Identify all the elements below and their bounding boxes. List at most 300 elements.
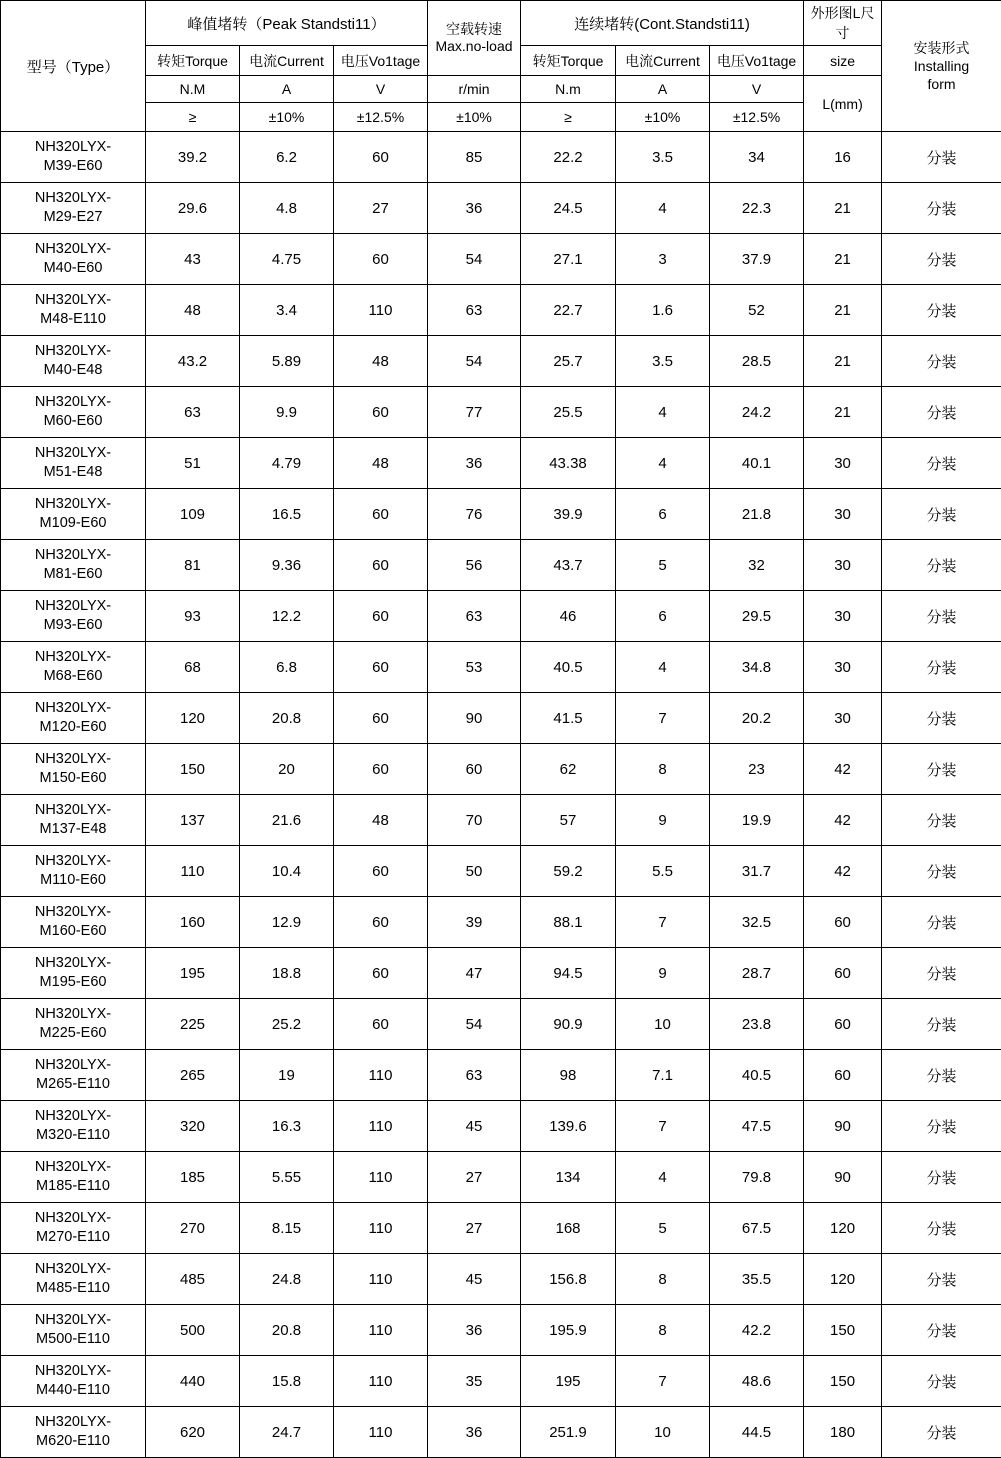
model-prefix: NH320LYX- <box>2 1413 144 1432</box>
cell-installing-form: 分装 <box>882 744 1001 795</box>
cell-max-no-load: 27 <box>428 1203 521 1254</box>
cell-installing-form: 分装 <box>882 183 1001 234</box>
cell-cont-torque: 195 <box>521 1356 616 1407</box>
cell-cont-voltage: 20.2 <box>710 693 804 744</box>
cell-peak-voltage: 110 <box>334 1152 428 1203</box>
model-prefix: NH320LYX- <box>2 1056 144 1075</box>
cell-cont-current: 6 <box>616 489 710 540</box>
cell-max-no-load: 56 <box>428 540 521 591</box>
cell-peak-current: 18.8 <box>240 948 334 999</box>
table-row <box>1 948 1001 999</box>
tolerance-peak-current: ±10% <box>240 103 334 132</box>
unit-no-load: r/min <box>428 76 521 103</box>
cell-cont-voltage: 24.2 <box>710 387 804 438</box>
cell-size-length: 180 <box>804 1407 882 1458</box>
cell-cont-voltage: 52 <box>710 285 804 336</box>
model-suffix: M137-E48 <box>2 820 144 839</box>
cell-cont-voltage: 40.5 <box>710 1050 804 1101</box>
cell-cont-torque: 251.9 <box>521 1407 616 1458</box>
cell-cont-torque: 22.2 <box>521 132 616 183</box>
cell-cont-voltage: 32.5 <box>710 897 804 948</box>
cell-size-length: 120 <box>804 1203 882 1254</box>
model-suffix: M195-E60 <box>2 973 144 992</box>
cell-model-type <box>1 999 146 1050</box>
model-prefix: NH320LYX- <box>2 1158 144 1177</box>
model-suffix: M51-E48 <box>2 463 144 482</box>
cell-size-length: 42 <box>804 846 882 897</box>
cell-cont-voltage: 19.9 <box>710 795 804 846</box>
model-suffix: M440-E110 <box>2 1381 144 1400</box>
cell-cont-voltage: 32 <box>710 540 804 591</box>
cell-cont-current: 8 <box>616 1254 710 1305</box>
cell-peak-voltage: 60 <box>334 693 428 744</box>
cell-installing-form: 分装 <box>882 846 1001 897</box>
cell-cont-current: 4 <box>616 438 710 489</box>
cell-peak-current: 20.8 <box>240 693 334 744</box>
cell-cont-current: 1.6 <box>616 285 710 336</box>
cell-cont-voltage: 79.8 <box>710 1152 804 1203</box>
cell-model-type <box>1 693 146 744</box>
cell-peak-current: 16.5 <box>240 489 334 540</box>
cell-peak-voltage: 60 <box>334 540 428 591</box>
cell-peak-torque: 265 <box>146 1050 240 1101</box>
cell-installing-form: 分装 <box>882 234 1001 285</box>
model-prefix: NH320LYX- <box>2 546 144 565</box>
cell-peak-torque: 63 <box>146 387 240 438</box>
cell-cont-torque: 43.38 <box>521 438 616 489</box>
cell-cont-voltage: 67.5 <box>710 1203 804 1254</box>
model-prefix: NH320LYX- <box>2 495 144 514</box>
cell-size-length: 21 <box>804 336 882 387</box>
cell-size-length: 30 <box>804 693 882 744</box>
model-suffix: M500-E110 <box>2 1330 144 1349</box>
cell-peak-voltage: 110 <box>334 1050 428 1101</box>
tolerance-peak-voltage: ±12.5% <box>334 103 428 132</box>
model-prefix: NH320LYX- <box>2 648 144 667</box>
cell-peak-voltage: 60 <box>334 489 428 540</box>
table-row <box>1 795 1001 846</box>
cell-cont-current: 4 <box>616 642 710 693</box>
unit-cont-torque: N.m <box>521 76 616 103</box>
table-row <box>1 234 1001 285</box>
table-row <box>1 693 1001 744</box>
unit-peak-voltage: V <box>334 76 428 103</box>
cell-cont-torque: 98 <box>521 1050 616 1101</box>
cell-peak-current: 4.8 <box>240 183 334 234</box>
cell-cont-current: 8 <box>616 1305 710 1356</box>
model-prefix: NH320LYX- <box>2 444 144 463</box>
cell-peak-current: 5.55 <box>240 1152 334 1203</box>
unit-peak-torque: N.M <box>146 76 240 103</box>
cell-installing-form: 分装 <box>882 1152 1001 1203</box>
cell-cont-current: 10 <box>616 999 710 1050</box>
cell-model-type <box>1 183 146 234</box>
cell-cont-current: 7 <box>616 1101 710 1152</box>
cell-cont-current: 5 <box>616 1203 710 1254</box>
cell-size-length: 30 <box>804 642 882 693</box>
cell-peak-current: 4.79 <box>240 438 334 489</box>
header-cont-voltage: 电压Vo1tage <box>710 46 804 76</box>
cell-peak-voltage: 48 <box>334 336 428 387</box>
cell-cont-torque: 94.5 <box>521 948 616 999</box>
tolerance-cont-voltage: ±12.5% <box>710 103 804 132</box>
model-suffix: M485-E110 <box>2 1279 144 1298</box>
cell-model-type <box>1 744 146 795</box>
cell-model-type <box>1 846 146 897</box>
header-peak-torque: 转矩Torque <box>146 46 240 76</box>
cell-peak-voltage: 110 <box>334 1254 428 1305</box>
cell-model-type <box>1 1050 146 1101</box>
cell-cont-torque: 43.7 <box>521 540 616 591</box>
cell-cont-current: 5.5 <box>616 846 710 897</box>
model-prefix: NH320LYX- <box>2 1311 144 1330</box>
cell-peak-torque: 48 <box>146 285 240 336</box>
cell-max-no-load: 27 <box>428 1152 521 1203</box>
cell-cont-voltage: 37.9 <box>710 234 804 285</box>
cell-model-type <box>1 336 146 387</box>
cell-peak-torque: 81 <box>146 540 240 591</box>
model-suffix: M93-E60 <box>2 616 144 635</box>
unit-peak-current: A <box>240 76 334 103</box>
cell-max-no-load: 36 <box>428 183 521 234</box>
cell-peak-voltage: 110 <box>334 285 428 336</box>
cell-installing-form: 分装 <box>882 285 1001 336</box>
cell-model-type <box>1 1254 146 1305</box>
cell-peak-voltage: 60 <box>334 948 428 999</box>
cell-size-length: 21 <box>804 234 882 285</box>
cell-peak-current: 6.2 <box>240 132 334 183</box>
model-prefix: NH320LYX- <box>2 903 144 922</box>
cell-cont-torque: 57 <box>521 795 616 846</box>
cell-cont-torque: 156.8 <box>521 1254 616 1305</box>
header-row-group <box>1 1 1001 46</box>
table-body <box>1 132 1001 1458</box>
header-peak-voltage: 电压Vo1tage <box>334 46 428 76</box>
table-row <box>1 1101 1001 1152</box>
cell-cont-voltage: 42.2 <box>710 1305 804 1356</box>
table-row <box>1 642 1001 693</box>
cell-model-type <box>1 1356 146 1407</box>
table-row <box>1 489 1001 540</box>
model-suffix: M620-E110 <box>2 1432 144 1451</box>
table-row <box>1 999 1001 1050</box>
cell-installing-form: 分装 <box>882 1407 1001 1458</box>
cell-installing-form: 分装 <box>882 1305 1001 1356</box>
cell-max-no-load: 63 <box>428 1050 521 1101</box>
cell-peak-torque: 51 <box>146 438 240 489</box>
cell-peak-voltage: 48 <box>334 438 428 489</box>
model-prefix: NH320LYX- <box>2 291 144 310</box>
model-prefix: NH320LYX- <box>2 801 144 820</box>
model-suffix: M81-E60 <box>2 565 144 584</box>
cell-peak-torque: 137 <box>146 795 240 846</box>
cell-model-type <box>1 1101 146 1152</box>
cell-peak-current: 19 <box>240 1050 334 1101</box>
cell-cont-voltage: 22.3 <box>710 183 804 234</box>
cell-peak-torque: 185 <box>146 1152 240 1203</box>
table-row <box>1 744 1001 795</box>
cell-cont-current: 3.5 <box>616 132 710 183</box>
cell-peak-torque: 150 <box>146 744 240 795</box>
cell-cont-torque: 25.7 <box>521 336 616 387</box>
model-suffix: M39-E60 <box>2 157 144 176</box>
cell-cont-current: 7 <box>616 693 710 744</box>
cell-cont-voltage: 34.8 <box>710 642 804 693</box>
cell-model-type <box>1 489 146 540</box>
cell-max-no-load: 77 <box>428 387 521 438</box>
model-prefix: NH320LYX- <box>2 699 144 718</box>
model-suffix: M265-E110 <box>2 1075 144 1094</box>
cell-cont-current: 8 <box>616 744 710 795</box>
cell-size-length: 120 <box>804 1254 882 1305</box>
cell-peak-torque: 195 <box>146 948 240 999</box>
cell-installing-form: 分装 <box>882 642 1001 693</box>
cell-cont-torque: 40.5 <box>521 642 616 693</box>
cell-max-no-load: 36 <box>428 1407 521 1458</box>
cell-peak-voltage: 60 <box>334 591 428 642</box>
cell-peak-voltage: 110 <box>334 1101 428 1152</box>
model-prefix: NH320LYX- <box>2 852 144 871</box>
table-row <box>1 1152 1001 1203</box>
cell-cont-current: 7.1 <box>616 1050 710 1101</box>
cell-cont-current: 3 <box>616 234 710 285</box>
cell-peak-voltage: 60 <box>334 846 428 897</box>
cell-max-no-load: 63 <box>428 285 521 336</box>
model-prefix: NH320LYX- <box>2 750 144 769</box>
cell-peak-current: 20.8 <box>240 1305 334 1356</box>
cell-max-no-load: 35 <box>428 1356 521 1407</box>
model-prefix: NH320LYX- <box>2 342 144 361</box>
cell-cont-current: 9 <box>616 795 710 846</box>
cell-cont-voltage: 34 <box>710 132 804 183</box>
cell-peak-current: 12.9 <box>240 897 334 948</box>
cell-size-length: 42 <box>804 744 882 795</box>
cell-cont-torque: 139.6 <box>521 1101 616 1152</box>
cell-peak-voltage: 60 <box>334 642 428 693</box>
unit-size-length: L(mm) <box>804 76 882 132</box>
cell-max-no-load: 70 <box>428 795 521 846</box>
header-install-en2: form <box>883 75 1000 93</box>
header-no-load-cn: 空载转速 <box>429 21 519 39</box>
cell-cont-voltage: 23.8 <box>710 999 804 1050</box>
cell-model-type <box>1 897 146 948</box>
cell-peak-torque: 109 <box>146 489 240 540</box>
cell-size-length: 21 <box>804 285 882 336</box>
cell-peak-torque: 29.6 <box>146 183 240 234</box>
cell-peak-voltage: 60 <box>334 999 428 1050</box>
cell-peak-voltage: 27 <box>334 183 428 234</box>
cell-size-length: 90 <box>804 1152 882 1203</box>
cell-peak-current: 9.9 <box>240 387 334 438</box>
table-row <box>1 1254 1001 1305</box>
cell-cont-current: 4 <box>616 183 710 234</box>
model-suffix: M60-E60 <box>2 412 144 431</box>
header-row-units <box>1 76 1001 103</box>
cell-cont-torque: 41.5 <box>521 693 616 744</box>
cell-peak-torque: 320 <box>146 1101 240 1152</box>
cell-installing-form: 分装 <box>882 897 1001 948</box>
header-peak-current: 电流Current <box>240 46 334 76</box>
model-prefix: NH320LYX- <box>2 1209 144 1228</box>
model-suffix: M110-E60 <box>2 871 144 890</box>
cell-peak-current: 8.15 <box>240 1203 334 1254</box>
model-prefix: NH320LYX- <box>2 1260 144 1279</box>
cell-max-no-load: 39 <box>428 897 521 948</box>
table-row <box>1 285 1001 336</box>
cell-max-no-load: 60 <box>428 744 521 795</box>
model-suffix: M40-E48 <box>2 361 144 380</box>
cell-model-type <box>1 132 146 183</box>
cell-model-type <box>1 1407 146 1458</box>
cell-max-no-load: 45 <box>428 1254 521 1305</box>
cell-peak-voltage: 110 <box>334 1203 428 1254</box>
cell-size-length: 60 <box>804 1050 882 1101</box>
cell-peak-torque: 485 <box>146 1254 240 1305</box>
cell-size-length: 30 <box>804 591 882 642</box>
header-installing-form <box>882 1 1001 132</box>
cell-peak-voltage: 60 <box>334 132 428 183</box>
header-cont-current: 电流Current <box>616 46 710 76</box>
header-type: 型号（Type） <box>1 1 146 132</box>
model-suffix: M270-E110 <box>2 1228 144 1247</box>
cell-cont-torque: 25.5 <box>521 387 616 438</box>
model-prefix: NH320LYX- <box>2 240 144 259</box>
cell-size-length: 30 <box>804 438 882 489</box>
cell-cont-torque: 59.2 <box>521 846 616 897</box>
cell-peak-current: 16.3 <box>240 1101 334 1152</box>
model-suffix: M320-E110 <box>2 1126 144 1145</box>
cell-max-no-load: 63 <box>428 591 521 642</box>
model-suffix: M150-E60 <box>2 769 144 788</box>
cell-model-type <box>1 1203 146 1254</box>
cell-model-type <box>1 795 146 846</box>
unit-cont-voltage: V <box>710 76 804 103</box>
cell-cont-voltage: 40.1 <box>710 438 804 489</box>
cell-peak-torque: 43 <box>146 234 240 285</box>
cell-size-length: 21 <box>804 387 882 438</box>
cell-max-no-load: 76 <box>428 489 521 540</box>
cell-peak-current: 20 <box>240 744 334 795</box>
model-suffix: M29-E27 <box>2 208 144 227</box>
cell-size-length: 30 <box>804 540 882 591</box>
cell-peak-voltage: 60 <box>334 897 428 948</box>
cell-cont-voltage: 44.5 <box>710 1407 804 1458</box>
cell-max-no-load: 50 <box>428 846 521 897</box>
cell-peak-voltage: 48 <box>334 795 428 846</box>
table-row <box>1 1407 1001 1458</box>
model-suffix: M185-E110 <box>2 1177 144 1196</box>
cell-model-type <box>1 1152 146 1203</box>
table-row <box>1 591 1001 642</box>
cell-max-no-load: 36 <box>428 438 521 489</box>
header-peak-standstill-group: 峰值堵转（Peak Standsti11） <box>146 1 428 46</box>
cell-cont-torque: 22.7 <box>521 285 616 336</box>
cell-model-type <box>1 540 146 591</box>
cell-installing-form: 分装 <box>882 1050 1001 1101</box>
cell-installing-form: 分装 <box>882 387 1001 438</box>
table-row <box>1 132 1001 183</box>
cell-cont-current: 6 <box>616 591 710 642</box>
model-prefix: NH320LYX- <box>2 1005 144 1024</box>
cell-cont-torque: 62 <box>521 744 616 795</box>
cell-size-length: 30 <box>804 489 882 540</box>
cell-cont-current: 7 <box>616 1356 710 1407</box>
cell-model-type <box>1 948 146 999</box>
cell-size-length: 60 <box>804 999 882 1050</box>
table-row <box>1 540 1001 591</box>
cell-max-no-load: 54 <box>428 999 521 1050</box>
cell-cont-torque: 195.9 <box>521 1305 616 1356</box>
cell-peak-current: 21.6 <box>240 795 334 846</box>
cell-peak-torque: 68 <box>146 642 240 693</box>
cell-cont-current: 9 <box>616 948 710 999</box>
cell-max-no-load: 85 <box>428 132 521 183</box>
cell-peak-current: 12.2 <box>240 591 334 642</box>
cell-installing-form: 分装 <box>882 1254 1001 1305</box>
cell-cont-current: 4 <box>616 387 710 438</box>
model-prefix: NH320LYX- <box>2 1107 144 1126</box>
model-prefix: NH320LYX- <box>2 954 144 973</box>
cell-cont-current: 5 <box>616 540 710 591</box>
cell-peak-torque: 620 <box>146 1407 240 1458</box>
cell-cont-torque: 27.1 <box>521 234 616 285</box>
cell-model-type <box>1 591 146 642</box>
cell-peak-current: 10.4 <box>240 846 334 897</box>
cell-size-length: 150 <box>804 1356 882 1407</box>
cell-peak-torque: 160 <box>146 897 240 948</box>
cell-cont-voltage: 23 <box>710 744 804 795</box>
header-install-en1: Installing <box>883 57 1000 75</box>
cell-peak-current: 9.36 <box>240 540 334 591</box>
cell-model-type <box>1 285 146 336</box>
model-suffix: M40-E60 <box>2 259 144 278</box>
header-no-load-en: Max.no-load <box>429 38 519 56</box>
cell-peak-voltage: 60 <box>334 387 428 438</box>
cell-cont-torque: 168 <box>521 1203 616 1254</box>
cell-peak-voltage: 110 <box>334 1305 428 1356</box>
cell-cont-voltage: 47.5 <box>710 1101 804 1152</box>
cell-peak-voltage: 110 <box>334 1356 428 1407</box>
cell-peak-torque: 440 <box>146 1356 240 1407</box>
cell-peak-current: 4.75 <box>240 234 334 285</box>
cell-installing-form: 分装 <box>882 132 1001 183</box>
header-cont-torque: 转矩Torque <box>521 46 616 76</box>
cell-cont-torque: 134 <box>521 1152 616 1203</box>
cell-max-no-load: 54 <box>428 234 521 285</box>
cell-max-no-load: 45 <box>428 1101 521 1152</box>
header-install-cn: 安装形式 <box>883 39 1000 57</box>
cell-cont-current: 3.5 <box>616 336 710 387</box>
table-row <box>1 1356 1001 1407</box>
cell-cont-torque: 88.1 <box>521 897 616 948</box>
cell-peak-current: 15.8 <box>240 1356 334 1407</box>
model-prefix: NH320LYX- <box>2 189 144 208</box>
cell-peak-torque: 120 <box>146 693 240 744</box>
table-row <box>1 1050 1001 1101</box>
cell-cont-torque: 46 <box>521 591 616 642</box>
cell-size-length: 90 <box>804 1101 882 1152</box>
cell-peak-torque: 93 <box>146 591 240 642</box>
cell-peak-torque: 270 <box>146 1203 240 1254</box>
cell-cont-torque: 90.9 <box>521 999 616 1050</box>
cell-installing-form: 分装 <box>882 795 1001 846</box>
cell-peak-current: 24.8 <box>240 1254 334 1305</box>
cell-peak-torque: 500 <box>146 1305 240 1356</box>
cell-cont-current: 10 <box>616 1407 710 1458</box>
cell-model-type <box>1 387 146 438</box>
cell-installing-form: 分装 <box>882 1356 1001 1407</box>
cell-cont-current: 7 <box>616 897 710 948</box>
